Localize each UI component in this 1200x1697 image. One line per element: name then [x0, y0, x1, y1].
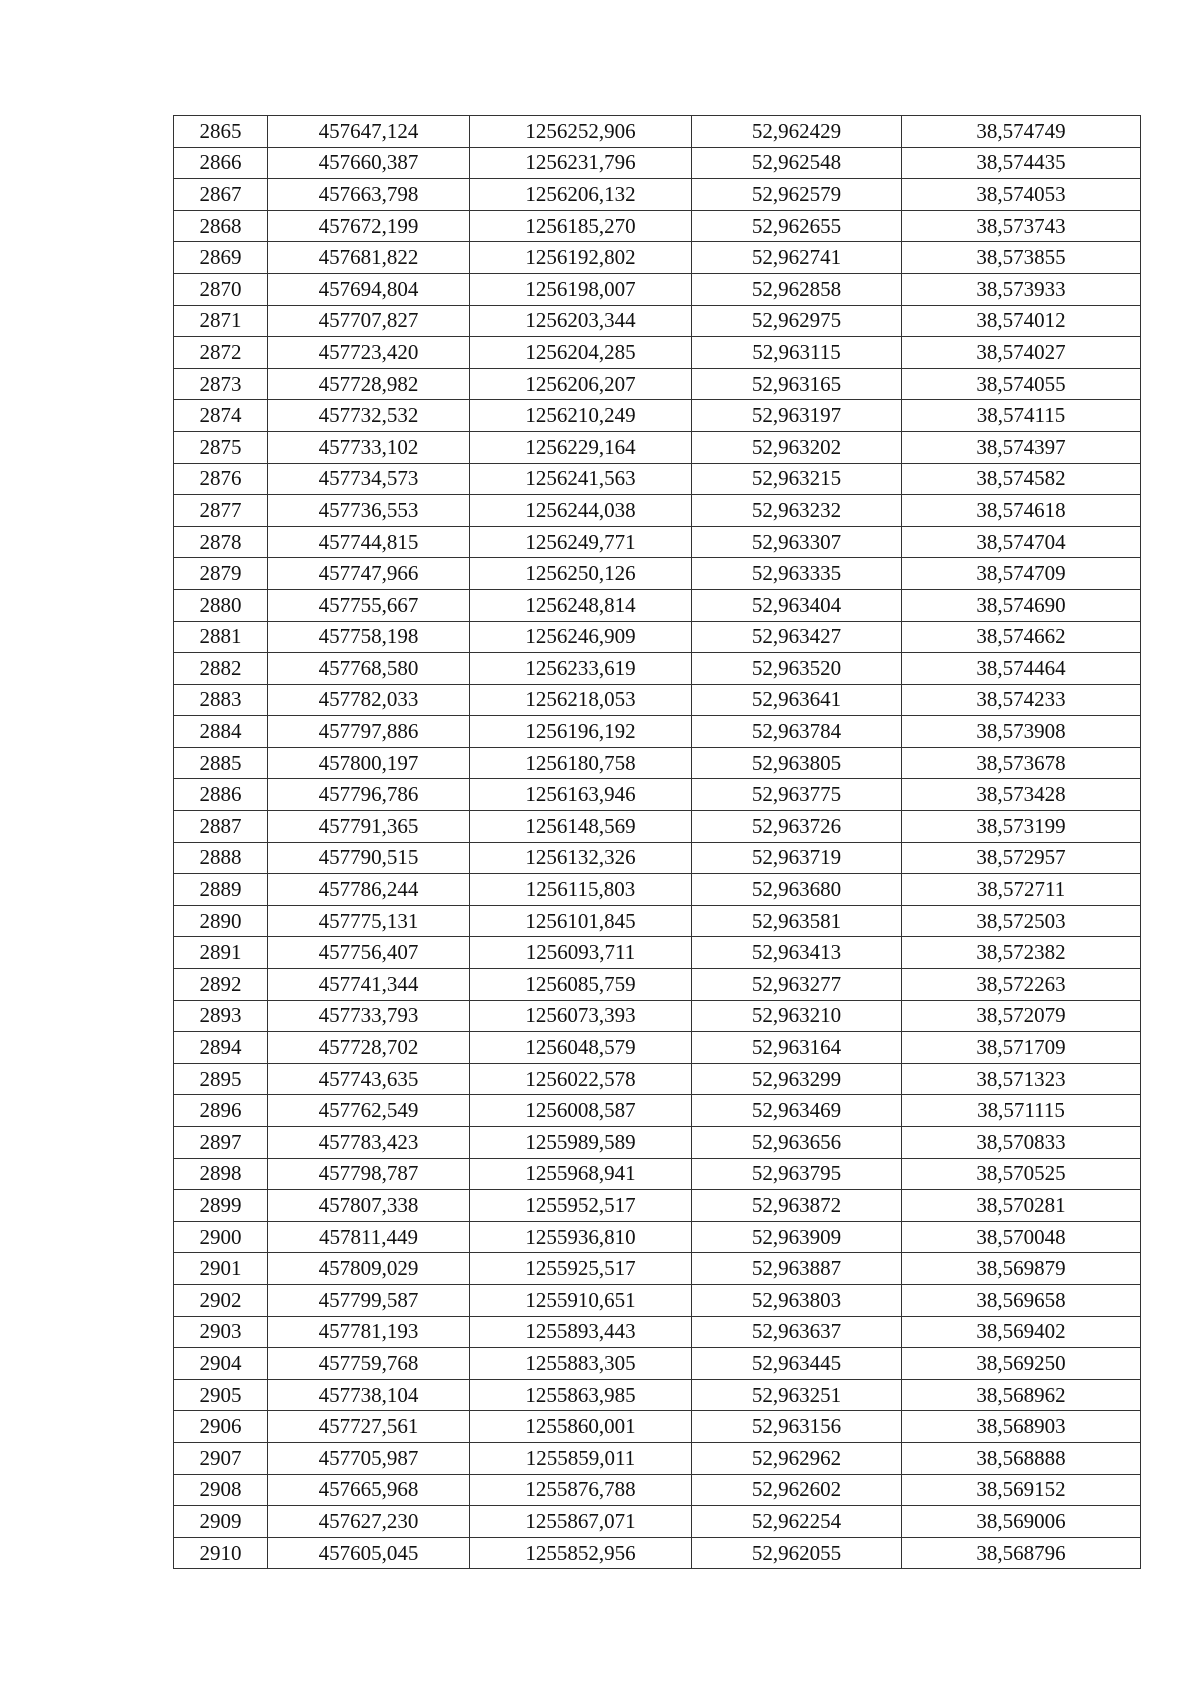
point-number-cell: 2868 [174, 210, 268, 242]
y-coordinate-cell: 1256180,758 [470, 747, 692, 779]
point-number-cell: 2893 [174, 1000, 268, 1032]
table-row [174, 1537, 1141, 1569]
point-number-cell: 2886 [174, 779, 268, 811]
y-coordinate-cell: 1256241,563 [470, 463, 692, 495]
latitude-cell: 52,962655 [692, 210, 902, 242]
table-row [174, 147, 1141, 179]
y-coordinate-cell: 1256008,587 [470, 1095, 692, 1127]
point-number-cell: 2867 [174, 179, 268, 211]
point-number-cell: 2897 [174, 1127, 268, 1159]
x-coordinate-cell: 457723,420 [268, 337, 470, 369]
y-coordinate-cell: 1256231,796 [470, 147, 692, 179]
longitude-cell: 38,572079 [902, 1000, 1141, 1032]
longitude-cell: 38,572263 [902, 969, 1141, 1001]
point-number-cell: 2905 [174, 1379, 268, 1411]
latitude-cell: 52,963805 [692, 747, 902, 779]
point-number-cell: 2872 [174, 337, 268, 369]
x-coordinate-cell: 457786,244 [268, 874, 470, 906]
point-number-cell: 2885 [174, 747, 268, 779]
latitude-cell: 52,963726 [692, 811, 902, 843]
x-coordinate-cell: 457728,982 [268, 368, 470, 400]
x-coordinate-cell: 457705,987 [268, 1442, 470, 1474]
x-coordinate-cell: 457627,230 [268, 1506, 470, 1538]
longitude-cell: 38,573678 [902, 747, 1141, 779]
point-number-cell: 2908 [174, 1474, 268, 1506]
x-coordinate-cell: 457797,886 [268, 716, 470, 748]
table-row [174, 1284, 1141, 1316]
latitude-cell: 52,963413 [692, 937, 902, 969]
latitude-cell: 52,963251 [692, 1379, 902, 1411]
x-coordinate-cell: 457759,768 [268, 1348, 470, 1380]
y-coordinate-cell: 1255925,517 [470, 1253, 692, 1285]
x-coordinate-cell: 457809,029 [268, 1253, 470, 1285]
latitude-cell: 52,963299 [692, 1063, 902, 1095]
point-number-cell: 2866 [174, 147, 268, 179]
latitude-cell: 52,962975 [692, 305, 902, 337]
x-coordinate-cell: 457694,804 [268, 273, 470, 305]
y-coordinate-cell: 1256252,906 [470, 116, 692, 148]
y-coordinate-cell: 1256203,344 [470, 305, 692, 337]
x-coordinate-cell: 457681,822 [268, 242, 470, 274]
coordinates-table [173, 115, 1141, 1569]
longitude-cell: 38,569006 [902, 1506, 1141, 1538]
latitude-cell: 52,963803 [692, 1284, 902, 1316]
x-coordinate-cell: 457790,515 [268, 842, 470, 874]
table-row [174, 1506, 1141, 1538]
longitude-cell: 38,570525 [902, 1158, 1141, 1190]
x-coordinate-cell: 457741,344 [268, 969, 470, 1001]
latitude-cell: 52,963656 [692, 1127, 902, 1159]
longitude-cell: 38,568888 [902, 1442, 1141, 1474]
x-coordinate-cell: 457605,045 [268, 1537, 470, 1569]
point-number-cell: 2887 [174, 811, 268, 843]
point-number-cell: 2881 [174, 621, 268, 653]
point-number-cell: 2888 [174, 842, 268, 874]
x-coordinate-cell: 457733,102 [268, 431, 470, 463]
latitude-cell: 52,963909 [692, 1221, 902, 1253]
point-number-cell: 2891 [174, 937, 268, 969]
x-coordinate-cell: 457736,553 [268, 495, 470, 527]
table-row [174, 1379, 1141, 1411]
longitude-cell: 38,572503 [902, 905, 1141, 937]
point-number-cell: 2873 [174, 368, 268, 400]
latitude-cell: 52,963210 [692, 1000, 902, 1032]
latitude-cell: 52,963404 [692, 589, 902, 621]
point-number-cell: 2876 [174, 463, 268, 495]
x-coordinate-cell: 457783,423 [268, 1127, 470, 1159]
latitude-cell: 52,963165 [692, 368, 902, 400]
longitude-cell: 38,573933 [902, 273, 1141, 305]
table-row [174, 495, 1141, 527]
longitude-cell: 38,572382 [902, 937, 1141, 969]
y-coordinate-cell: 1256233,619 [470, 653, 692, 685]
longitude-cell: 38,574749 [902, 116, 1141, 148]
table-row [174, 242, 1141, 274]
x-coordinate-cell: 457799,587 [268, 1284, 470, 1316]
longitude-cell: 38,569250 [902, 1348, 1141, 1380]
y-coordinate-cell: 1256210,249 [470, 400, 692, 432]
y-coordinate-cell: 1256085,759 [470, 969, 692, 1001]
x-coordinate-cell: 457647,124 [268, 116, 470, 148]
longitude-cell: 38,573743 [902, 210, 1141, 242]
table-row [174, 1348, 1141, 1380]
y-coordinate-cell: 1256249,771 [470, 526, 692, 558]
y-coordinate-cell: 1256163,946 [470, 779, 692, 811]
y-coordinate-cell: 1255989,589 [470, 1127, 692, 1159]
latitude-cell: 52,963215 [692, 463, 902, 495]
table-row [174, 1442, 1141, 1474]
longitude-cell: 38,573199 [902, 811, 1141, 843]
y-coordinate-cell: 1256148,569 [470, 811, 692, 843]
point-number-cell: 2870 [174, 273, 268, 305]
x-coordinate-cell: 457732,532 [268, 400, 470, 432]
x-coordinate-cell: 457672,199 [268, 210, 470, 242]
table-row [174, 969, 1141, 1001]
longitude-cell: 38,570833 [902, 1127, 1141, 1159]
point-number-cell: 2874 [174, 400, 268, 432]
x-coordinate-cell: 457811,449 [268, 1221, 470, 1253]
longitude-cell: 38,574027 [902, 337, 1141, 369]
longitude-cell: 38,574055 [902, 368, 1141, 400]
point-number-cell: 2906 [174, 1411, 268, 1443]
y-coordinate-cell: 1255859,011 [470, 1442, 692, 1474]
y-coordinate-cell: 1255936,810 [470, 1221, 692, 1253]
latitude-cell: 52,963887 [692, 1253, 902, 1285]
table-row [174, 1158, 1141, 1190]
point-number-cell: 2877 [174, 495, 268, 527]
point-number-cell: 2898 [174, 1158, 268, 1190]
latitude-cell: 52,963445 [692, 1348, 902, 1380]
longitude-cell: 38,574690 [902, 589, 1141, 621]
point-number-cell: 2880 [174, 589, 268, 621]
latitude-cell: 52,962254 [692, 1506, 902, 1538]
point-number-cell: 2894 [174, 1032, 268, 1064]
y-coordinate-cell: 1255867,071 [470, 1506, 692, 1538]
point-number-cell: 2901 [174, 1253, 268, 1285]
x-coordinate-cell: 457707,827 [268, 305, 470, 337]
x-coordinate-cell: 457781,193 [268, 1316, 470, 1348]
latitude-cell: 52,963795 [692, 1158, 902, 1190]
point-number-cell: 2895 [174, 1063, 268, 1095]
table-row [174, 337, 1141, 369]
y-coordinate-cell: 1255860,001 [470, 1411, 692, 1443]
table-row [174, 305, 1141, 337]
point-number-cell: 2879 [174, 558, 268, 590]
longitude-cell: 38,574618 [902, 495, 1141, 527]
longitude-cell: 38,572957 [902, 842, 1141, 874]
y-coordinate-cell: 1256132,326 [470, 842, 692, 874]
latitude-cell: 52,962579 [692, 179, 902, 211]
y-coordinate-cell: 1255968,941 [470, 1158, 692, 1190]
point-number-cell: 2875 [174, 431, 268, 463]
table-row [174, 842, 1141, 874]
x-coordinate-cell: 457663,798 [268, 179, 470, 211]
point-number-cell: 2883 [174, 684, 268, 716]
x-coordinate-cell: 457744,815 [268, 526, 470, 558]
y-coordinate-cell: 1256196,192 [470, 716, 692, 748]
point-number-cell: 2882 [174, 653, 268, 685]
table-row [174, 874, 1141, 906]
latitude-cell: 52,963581 [692, 905, 902, 937]
table-row [174, 779, 1141, 811]
table-row [174, 1032, 1141, 1064]
point-number-cell: 2892 [174, 969, 268, 1001]
longitude-cell: 38,574435 [902, 147, 1141, 179]
longitude-cell: 38,574053 [902, 179, 1141, 211]
y-coordinate-cell: 1255863,985 [470, 1379, 692, 1411]
latitude-cell: 52,963335 [692, 558, 902, 590]
table-row [174, 1127, 1141, 1159]
point-number-cell: 2890 [174, 905, 268, 937]
latitude-cell: 52,963719 [692, 842, 902, 874]
table-row [174, 905, 1141, 937]
table-row [174, 747, 1141, 779]
y-coordinate-cell: 1256244,038 [470, 495, 692, 527]
longitude-cell: 38,569879 [902, 1253, 1141, 1285]
latitude-cell: 52,963784 [692, 716, 902, 748]
table-row [174, 210, 1141, 242]
table-row [174, 273, 1141, 305]
table-row [174, 368, 1141, 400]
longitude-cell: 38,569658 [902, 1284, 1141, 1316]
latitude-cell: 52,963307 [692, 526, 902, 558]
x-coordinate-cell: 457743,635 [268, 1063, 470, 1095]
table-row [174, 684, 1141, 716]
y-coordinate-cell: 1256073,393 [470, 1000, 692, 1032]
longitude-cell: 38,574582 [902, 463, 1141, 495]
longitude-cell: 38,572711 [902, 874, 1141, 906]
y-coordinate-cell: 1256115,803 [470, 874, 692, 906]
longitude-cell: 38,574115 [902, 400, 1141, 432]
table-row [174, 463, 1141, 495]
x-coordinate-cell: 457775,131 [268, 905, 470, 937]
x-coordinate-cell: 457758,198 [268, 621, 470, 653]
table-row [174, 431, 1141, 463]
x-coordinate-cell: 457768,580 [268, 653, 470, 685]
y-coordinate-cell: 1256198,007 [470, 273, 692, 305]
x-coordinate-cell: 457728,702 [268, 1032, 470, 1064]
point-number-cell: 2889 [174, 874, 268, 906]
x-coordinate-cell: 457807,338 [268, 1190, 470, 1222]
table-row [174, 1063, 1141, 1095]
table-row [174, 1221, 1141, 1253]
longitude-cell: 38,568962 [902, 1379, 1141, 1411]
longitude-cell: 38,570048 [902, 1221, 1141, 1253]
y-coordinate-cell: 1256229,164 [470, 431, 692, 463]
latitude-cell: 52,963872 [692, 1190, 902, 1222]
latitude-cell: 52,963232 [692, 495, 902, 527]
point-number-cell: 2907 [174, 1442, 268, 1474]
table-row [174, 526, 1141, 558]
x-coordinate-cell: 457755,667 [268, 589, 470, 621]
latitude-cell: 52,963277 [692, 969, 902, 1001]
y-coordinate-cell: 1255883,305 [470, 1348, 692, 1380]
point-number-cell: 2900 [174, 1221, 268, 1253]
latitude-cell: 52,962858 [692, 273, 902, 305]
table-row [174, 1316, 1141, 1348]
point-number-cell: 2902 [174, 1284, 268, 1316]
y-coordinate-cell: 1255876,788 [470, 1474, 692, 1506]
y-coordinate-cell: 1256248,814 [470, 589, 692, 621]
latitude-cell: 52,962602 [692, 1474, 902, 1506]
latitude-cell: 52,963641 [692, 684, 902, 716]
point-number-cell: 2910 [174, 1537, 268, 1569]
y-coordinate-cell: 1255852,956 [470, 1537, 692, 1569]
x-coordinate-cell: 457660,387 [268, 147, 470, 179]
longitude-cell: 38,569402 [902, 1316, 1141, 1348]
table-row [174, 653, 1141, 685]
x-coordinate-cell: 457791,365 [268, 811, 470, 843]
table-row [174, 716, 1141, 748]
point-number-cell: 2884 [174, 716, 268, 748]
y-coordinate-cell: 1255910,651 [470, 1284, 692, 1316]
latitude-cell: 52,962055 [692, 1537, 902, 1569]
longitude-cell: 38,573908 [902, 716, 1141, 748]
x-coordinate-cell: 457733,793 [268, 1000, 470, 1032]
longitude-cell: 38,574464 [902, 653, 1141, 685]
point-number-cell: 2869 [174, 242, 268, 274]
latitude-cell: 52,963427 [692, 621, 902, 653]
point-number-cell: 2904 [174, 1348, 268, 1380]
longitude-cell: 38,571709 [902, 1032, 1141, 1064]
point-number-cell: 2865 [174, 116, 268, 148]
y-coordinate-cell: 1255893,443 [470, 1316, 692, 1348]
table-row [174, 1411, 1141, 1443]
table-row [174, 116, 1141, 148]
y-coordinate-cell: 1256206,132 [470, 179, 692, 211]
latitude-cell: 52,962429 [692, 116, 902, 148]
latitude-cell: 52,963775 [692, 779, 902, 811]
y-coordinate-cell: 1255952,517 [470, 1190, 692, 1222]
longitude-cell: 38,568796 [902, 1537, 1141, 1569]
latitude-cell: 52,963164 [692, 1032, 902, 1064]
x-coordinate-cell: 457800,197 [268, 747, 470, 779]
longitude-cell: 38,574662 [902, 621, 1141, 653]
x-coordinate-cell: 457756,407 [268, 937, 470, 969]
x-coordinate-cell: 457747,966 [268, 558, 470, 590]
latitude-cell: 52,963156 [692, 1411, 902, 1443]
table-row [174, 621, 1141, 653]
point-number-cell: 2899 [174, 1190, 268, 1222]
longitude-cell: 38,571115 [902, 1095, 1141, 1127]
x-coordinate-cell: 457665,968 [268, 1474, 470, 1506]
y-coordinate-cell: 1256204,285 [470, 337, 692, 369]
longitude-cell: 38,573428 [902, 779, 1141, 811]
x-coordinate-cell: 457762,549 [268, 1095, 470, 1127]
x-coordinate-cell: 457734,573 [268, 463, 470, 495]
y-coordinate-cell: 1256022,578 [470, 1063, 692, 1095]
longitude-cell: 38,568903 [902, 1411, 1141, 1443]
x-coordinate-cell: 457782,033 [268, 684, 470, 716]
longitude-cell: 38,574709 [902, 558, 1141, 590]
latitude-cell: 52,962548 [692, 147, 902, 179]
longitude-cell: 38,571323 [902, 1063, 1141, 1095]
y-coordinate-cell: 1256192,802 [470, 242, 692, 274]
latitude-cell: 52,963469 [692, 1095, 902, 1127]
longitude-cell: 38,574704 [902, 526, 1141, 558]
longitude-cell: 38,574233 [902, 684, 1141, 716]
y-coordinate-cell: 1256093,711 [470, 937, 692, 969]
y-coordinate-cell: 1256185,270 [470, 210, 692, 242]
x-coordinate-cell: 457796,786 [268, 779, 470, 811]
table-row [174, 937, 1141, 969]
table-row [174, 1190, 1141, 1222]
table-row [174, 179, 1141, 211]
latitude-cell: 52,963202 [692, 431, 902, 463]
table-row [174, 1095, 1141, 1127]
latitude-cell: 52,963680 [692, 874, 902, 906]
table-row [174, 811, 1141, 843]
latitude-cell: 52,963520 [692, 653, 902, 685]
table-row [174, 400, 1141, 432]
table-row [174, 558, 1141, 590]
coordinates-table-body [174, 116, 1141, 1569]
table-row [174, 1000, 1141, 1032]
longitude-cell: 38,569152 [902, 1474, 1141, 1506]
y-coordinate-cell: 1256246,909 [470, 621, 692, 653]
x-coordinate-cell: 457738,104 [268, 1379, 470, 1411]
latitude-cell: 52,963115 [692, 337, 902, 369]
point-number-cell: 2896 [174, 1095, 268, 1127]
table-row [174, 1474, 1141, 1506]
y-coordinate-cell: 1256218,053 [470, 684, 692, 716]
longitude-cell: 38,570281 [902, 1190, 1141, 1222]
y-coordinate-cell: 1256250,126 [470, 558, 692, 590]
latitude-cell: 52,962962 [692, 1442, 902, 1474]
point-number-cell: 2909 [174, 1506, 268, 1538]
point-number-cell: 2871 [174, 305, 268, 337]
longitude-cell: 38,574012 [902, 305, 1141, 337]
latitude-cell: 52,963637 [692, 1316, 902, 1348]
longitude-cell: 38,573855 [902, 242, 1141, 274]
point-number-cell: 2903 [174, 1316, 268, 1348]
y-coordinate-cell: 1256048,579 [470, 1032, 692, 1064]
latitude-cell: 52,962741 [692, 242, 902, 274]
longitude-cell: 38,574397 [902, 431, 1141, 463]
table-row [174, 589, 1141, 621]
point-number-cell: 2878 [174, 526, 268, 558]
table-row [174, 1253, 1141, 1285]
x-coordinate-cell: 457727,561 [268, 1411, 470, 1443]
latitude-cell: 52,963197 [692, 400, 902, 432]
x-coordinate-cell: 457798,787 [268, 1158, 470, 1190]
y-coordinate-cell: 1256101,845 [470, 905, 692, 937]
y-coordinate-cell: 1256206,207 [470, 368, 692, 400]
